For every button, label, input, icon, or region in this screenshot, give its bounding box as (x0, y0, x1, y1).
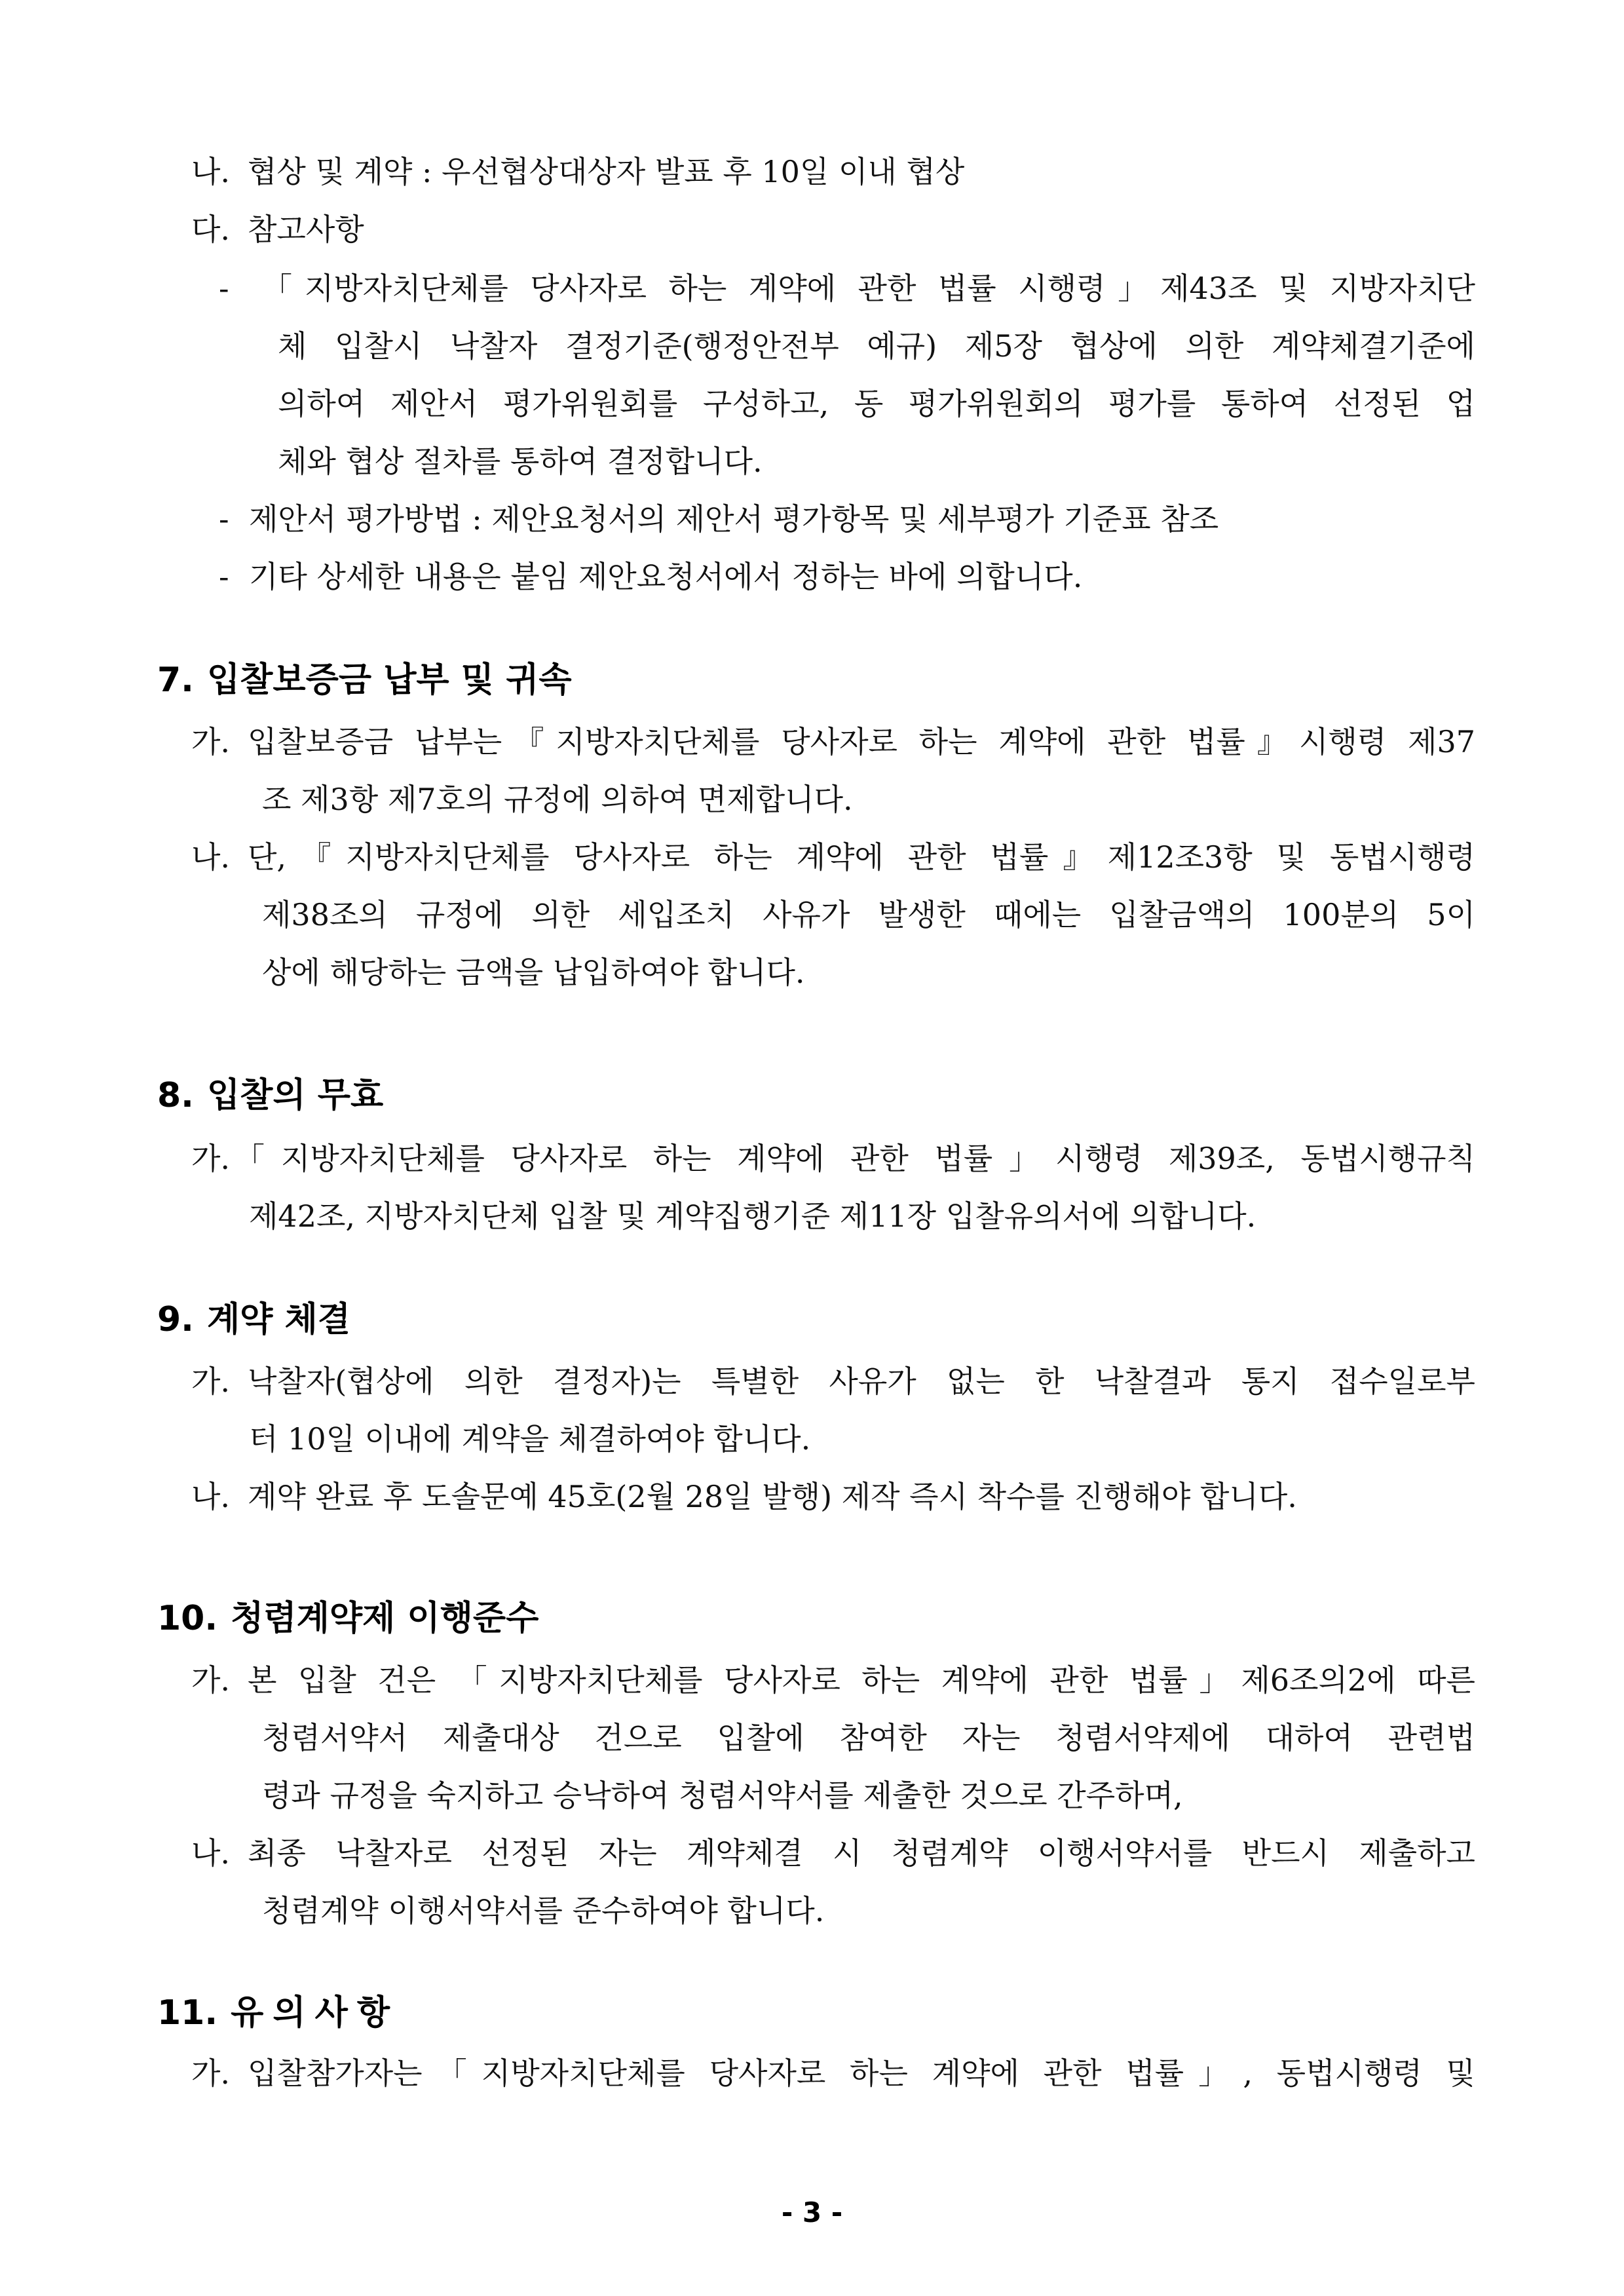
item-text: 참고사항 (248, 212, 364, 247)
item-line: 낙찰자(협상에 의한 결정자)는 특별한 사유가 없는 한 낙찰결과 통지 접수일로부 (248, 1364, 1475, 1399)
item-line: 청렴계약 이행서약서를 준수하여야 합니다. (262, 1893, 825, 1928)
item-line: 단,『지방자치단체를 당사자로 하는 계약에 관한 법률』제12조3항 및 동법시행령 (248, 839, 1475, 875)
section9-heading (157, 1299, 350, 1341)
item-line: 입찰보증금 납부는『지방자치단체를 당사자로 하는 계약에 관한 법률』시행령 제37 (248, 724, 1475, 759)
item-label: 가. (191, 724, 231, 759)
item-label: 가. (191, 1662, 231, 1698)
item-text: 협상 및 계약 : 우선협상대상자 발표 후 10일 이내 협상 (248, 154, 965, 189)
bullet-dash: - (219, 271, 229, 306)
item-line: 터 10일 이내에 계약을 체결하여야 합니다. (249, 1421, 811, 1457)
item-line: 제42조, 지방자치단체 입찰 및 계약집행기준 제11장 입찰유의서에 의합니다. (249, 1198, 1256, 1234)
item-label: 가. (191, 1141, 231, 1176)
section-number: 9. (157, 1300, 194, 1339)
section-title: 입찰의 무효 (206, 1076, 384, 1115)
item-line: 청렴서약서 제출대상 건으로 입찰에 참여한 자는 청렴서약제에 대하여 관련법 (262, 1720, 1475, 1755)
item-line: 계약 완료 후 도솔문예 45호(2월 28일 발행) 제작 즉시 착수를 진행해야 합니다. (248, 1479, 1297, 1514)
item-line: 제38조의 규정에 의한 세입조치 사유가 발생한 때에는 입찰금액의 100분의 5이 (262, 897, 1475, 932)
section-number: 7. (157, 660, 194, 700)
bullet-line: 「지방자치단체를 당사자로 하는 계약에 관한 법률 시행령」제43조 및 지방자치단 (262, 271, 1475, 306)
item-line: 입찰참가자는「지방자치단체를 당사자로 하는 계약에 관한 법률」, 동법시행령 및 (248, 2056, 1475, 2091)
section-title: 청렴계약제 이행준수 (231, 1599, 539, 1638)
item-label: 나. (191, 1835, 231, 1871)
bullet-dash: - (219, 501, 229, 537)
section7-heading (157, 659, 572, 701)
item-line: 본 입찰 건은 「지방자치단체를 당사자로 하는 계약에 관한 법률」제6조의2에 따른 (248, 1662, 1475, 1698)
section8-heading (157, 1075, 383, 1117)
item-label: 다. (191, 212, 231, 247)
item-line: 조 제3항 제7호의 규정에 의하여 면제합니다. (262, 782, 853, 817)
bullet-dash: - (219, 559, 229, 594)
bullet-line: 의하여 제안서 평가위원회를 구성하고, 동 평가위원회의 평가를 통하여 선정된 업 (278, 386, 1475, 421)
bullet-line: 기타 상세한 내용은 붙임 제안요청서에서 정하는 바에 의합니다. (249, 559, 1083, 594)
item-label: 나. (191, 1479, 231, 1514)
item-line: 상에 해당하는 금액을 납입하여야 합니다. (262, 955, 805, 990)
item-label: 나. (191, 839, 231, 875)
item-line: 최종 낙찰자로 선정된 자는 계약체결 시 청렴계약 이행서약서를 반드시 제출하고 (248, 1835, 1475, 1871)
bullet-line: 제안서 평가방법 : 제안요청서의 제안서 평가항목 및 세부평가 기준표 참조 (249, 501, 1219, 537)
item-label: 나. (191, 154, 231, 189)
section-number: 8. (157, 1076, 194, 1115)
section11-heading (157, 1992, 399, 2034)
section-number: 11. (157, 1993, 218, 2033)
item-label: 가. (191, 1364, 231, 1399)
section10-heading (157, 1598, 538, 1639)
bullet-line: 체와 협상 절차를 통하여 결정합니다. (278, 444, 763, 479)
bullet-line: 체 입찰시 낙찰자 결정기준(행정안전부 예규) 제5장 협상에 의한 계약체결기준에 (278, 328, 1475, 364)
item-label: 가. (191, 2056, 231, 2091)
item-line: 령과 규정을 숙지하고 승낙하여 청렴서약서를 제출한 것으로 간주하며, (262, 1778, 1183, 1813)
section-title: 입찰보증금 납부 및 귀속 (206, 660, 572, 700)
section-title: 유의사항 (231, 1993, 400, 2033)
section-title: 계약 체결 (206, 1300, 350, 1339)
page-number: - 3 - (781, 2196, 843, 2229)
section-number: 10. (157, 1599, 218, 1638)
item-line: 「지방자치단체를 당사자로 하는 계약에 관한 법률」시행령 제39조, 동법시행규칙 (235, 1141, 1475, 1176)
